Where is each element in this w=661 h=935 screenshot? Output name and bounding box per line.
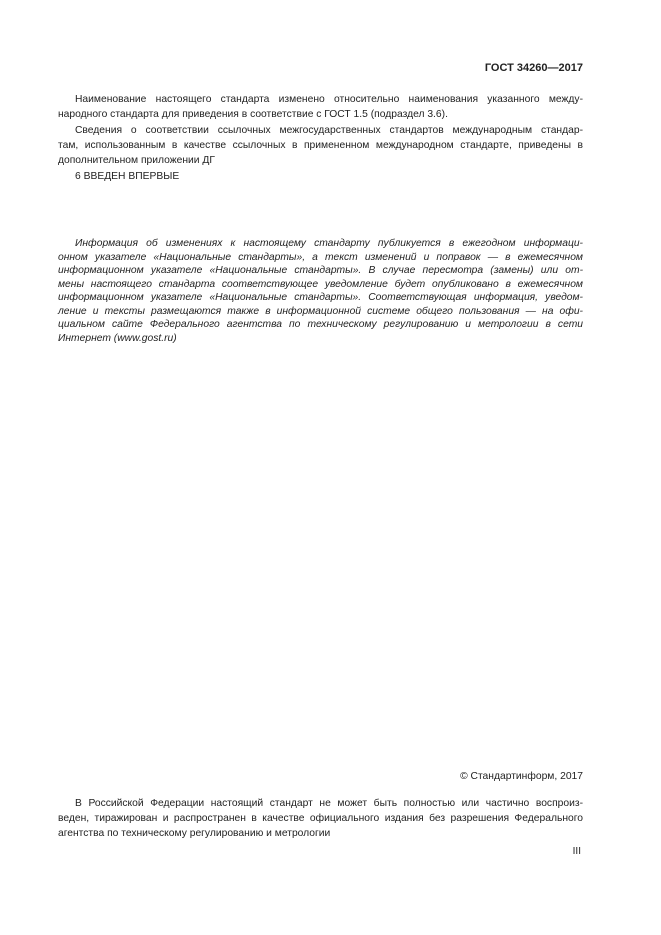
- info-line: онном указателе «Национальные стандарты», а текст изменений и поправок — в ежемесячном: [58, 251, 583, 263]
- paragraph-line: дополнительном приложении ДГ: [58, 155, 215, 166]
- info-line: ление и тексты размещаются также в информационной системе общего пользования — на офи-: [58, 305, 583, 317]
- info-line: Информация об изменениях к настоящему стандарту публикуется в ежегодном информаци-: [75, 238, 583, 249]
- info-line: мены настоящего стандарта соответствующее уведомление будет опубликовано в ежемесячном: [58, 278, 583, 290]
- notice-line: В Российской Федерации настоящий стандарт не может быть полностью или частично воспроиз-: [75, 798, 583, 809]
- notice-line: веден, тиражирован и распространен в качестве официального издания без разрешения Федерального: [58, 813, 583, 824]
- paragraph-line: Наименование настоящего стандарта изменено относительно наименования указанного между-: [75, 94, 583, 105]
- notice-line: агентства по техническому регулированию и метрологии: [58, 828, 331, 839]
- document-id-header: ГОСТ 34260—2017: [484, 62, 583, 74]
- info-line: информационном указателе «Национальные стандарты». В случае пересмотра (замены) или от-: [58, 265, 583, 276]
- paragraph-line: народного стандарта для приведения в соответствие с ГОСТ 1.5 (подраздел 3.6).: [58, 109, 448, 120]
- paragraph-line: там, использованным в качестве ссылочных в примененном международном стандарте, приведены в: [58, 140, 583, 151]
- info-line: Интернет (www.gost.ru): [58, 332, 177, 344]
- section-heading: 6 ВВЕДЕН ВПЕРВЫЕ: [75, 171, 180, 182]
- paragraph-line: Сведения о соответствии ссылочных межгосударственных стандартов международным стандар-: [75, 125, 583, 136]
- page-number: III: [572, 846, 581, 857]
- info-line: информационном указателе «Национальные стандарты». Соответствующая информация, уведом-: [58, 292, 583, 303]
- info-line: циальном сайте Федерального агентства по техническому регулированию и метрологии в сети: [58, 319, 583, 330]
- copyright: © Стандартинформ, 2017: [460, 771, 583, 782]
